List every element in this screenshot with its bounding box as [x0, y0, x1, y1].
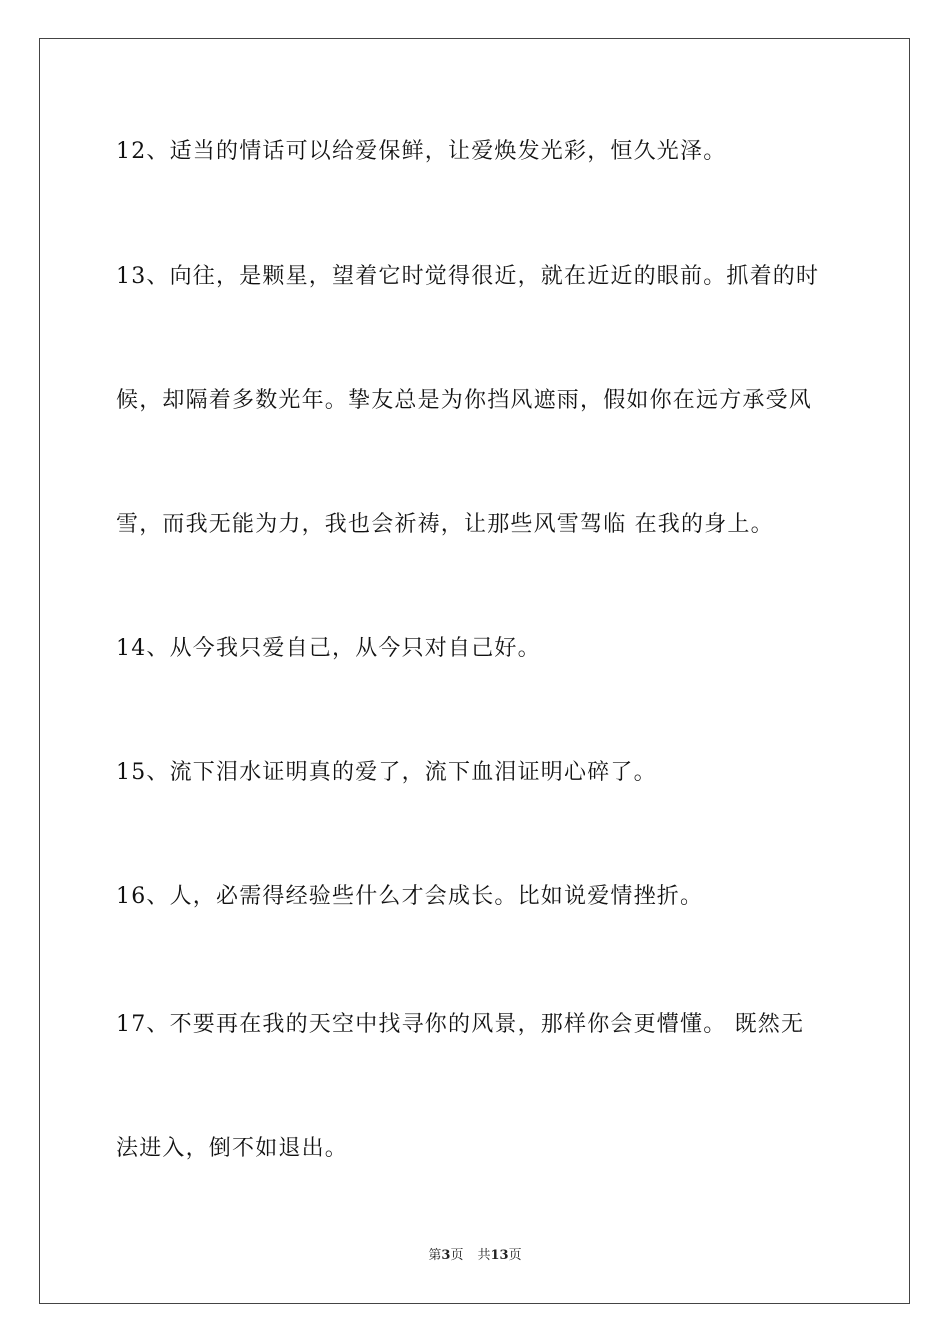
paragraph-line: 14、从今我只爱自己，从今只对自己好。	[116, 636, 541, 661]
paragraph-line: 17、不要再在我的天空中找寻你的风景，那样你会更懵懂。 既然无	[116, 1012, 805, 1037]
paragraph-line: 候，却隔着多数光年。挚友总是为你挡风遮雨，假如你在远方承受风	[116, 388, 813, 413]
paragraph-line: 16、人，必需得经验些什么才会成长。比如说爱情挫折。	[116, 884, 704, 909]
paragraph-line: 12、适当的情话可以给爱保鲜，让爱焕发光彩，恒久光泽。	[116, 139, 727, 164]
page-prefix: 第	[428, 1248, 442, 1263]
total-suffix: 页	[508, 1248, 522, 1263]
paragraph-line: 13、向往，是颗星，望着它时觉得很近，就在近近的眼前。抓着的时	[116, 264, 820, 289]
page-suffix: 页	[450, 1248, 464, 1263]
paragraph-line: 15、流下泪水证明真的爱了，流下血泪证明心碎了。	[116, 760, 657, 785]
page-number: 3	[441, 1248, 451, 1263]
page-footer	[0, 1247, 950, 1265]
paragraph-line: 法进入，倒不如退出。	[116, 1136, 349, 1161]
page-border	[39, 38, 910, 1304]
paragraph-line: 雪，而我无能为力，我也会祈祷，让那些风雪驾临 在我的身上。	[116, 512, 774, 537]
total-pages: 13	[490, 1248, 509, 1263]
total-prefix: 共	[477, 1248, 491, 1263]
